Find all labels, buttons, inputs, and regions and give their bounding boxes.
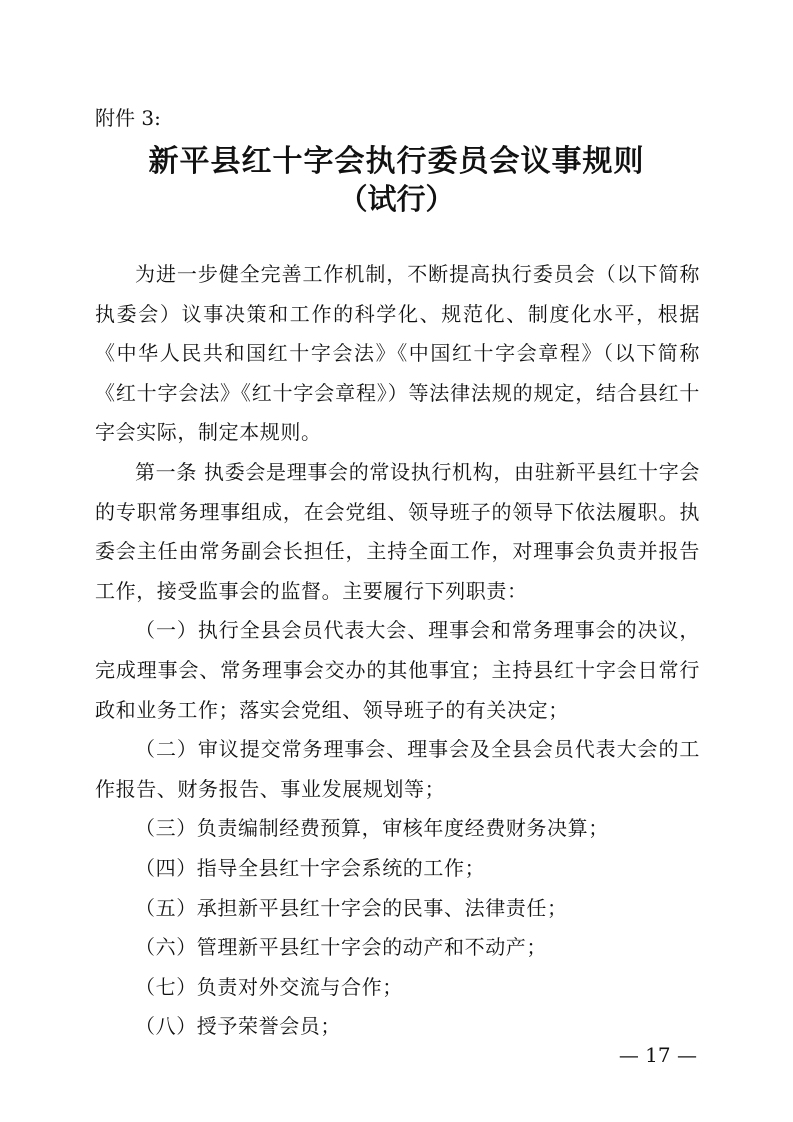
page-number: — 17 — <box>618 1043 697 1067</box>
duty-item-3: （三）负责编制经费预算，审核年度经费财务决算； <box>135 816 609 841</box>
document-title: 新平县红十字会执行委员会议事规则 <box>148 144 645 179</box>
duty-item-1: （一）执行全县会员代表大会、理事会和常务理事会的决议，完成理事会、常务理事会交办的其他事宜；主持县红十字会日常行政和业务工作；落实会党组、领导班子的有关决定； <box>95 618 700 722</box>
document-body <box>95 255 700 1047</box>
document-subtitle: （试行） <box>338 182 455 216</box>
duty-item-5: （五）承担新平县红十字会的民事、法律责任； <box>135 895 568 920</box>
article-one-paragraph: 第一条 执委会是理事会的常设执行机构，由驻新平县红十字会的专职常务理事组成，在会党组、领导班子的领导下依法履职。执委会主任由常务副会长担任，主持全面工作，对理事会负责并报告工作，接受监事会的监督。主要履行下列职责： <box>95 459 700 603</box>
duty-item-2: （二）审议提交常务理事会、理事会及全县会员代表大会的工作报告、财务报告、事业发展规划等； <box>95 737 700 801</box>
duty-item-8: （八）授予荣誉会员； <box>135 1014 341 1039</box>
intro-paragraph: 为进一步健全完善工作机制，不断提高执行委员会（以下简称执委会）议事决策和工作的科学化、规范化、制度化水平，根据《中华人民共和国红十字会法》《中国红十字会章程》（以下简称《红十字会法》《红十字会章程》）等法律法规的规定，结合县红十字会实际，制定本规则。 <box>95 262 700 445</box>
duty-item-6: （六）管理新平县红十字会的动产和不动产； <box>135 935 547 960</box>
duty-item-4: （四）指导全县红十字会系统的工作； <box>135 855 486 880</box>
duty-item-7: （七）负责对外交流与合作； <box>135 974 403 999</box>
attachment-label: 附件 3: <box>95 106 161 130</box>
